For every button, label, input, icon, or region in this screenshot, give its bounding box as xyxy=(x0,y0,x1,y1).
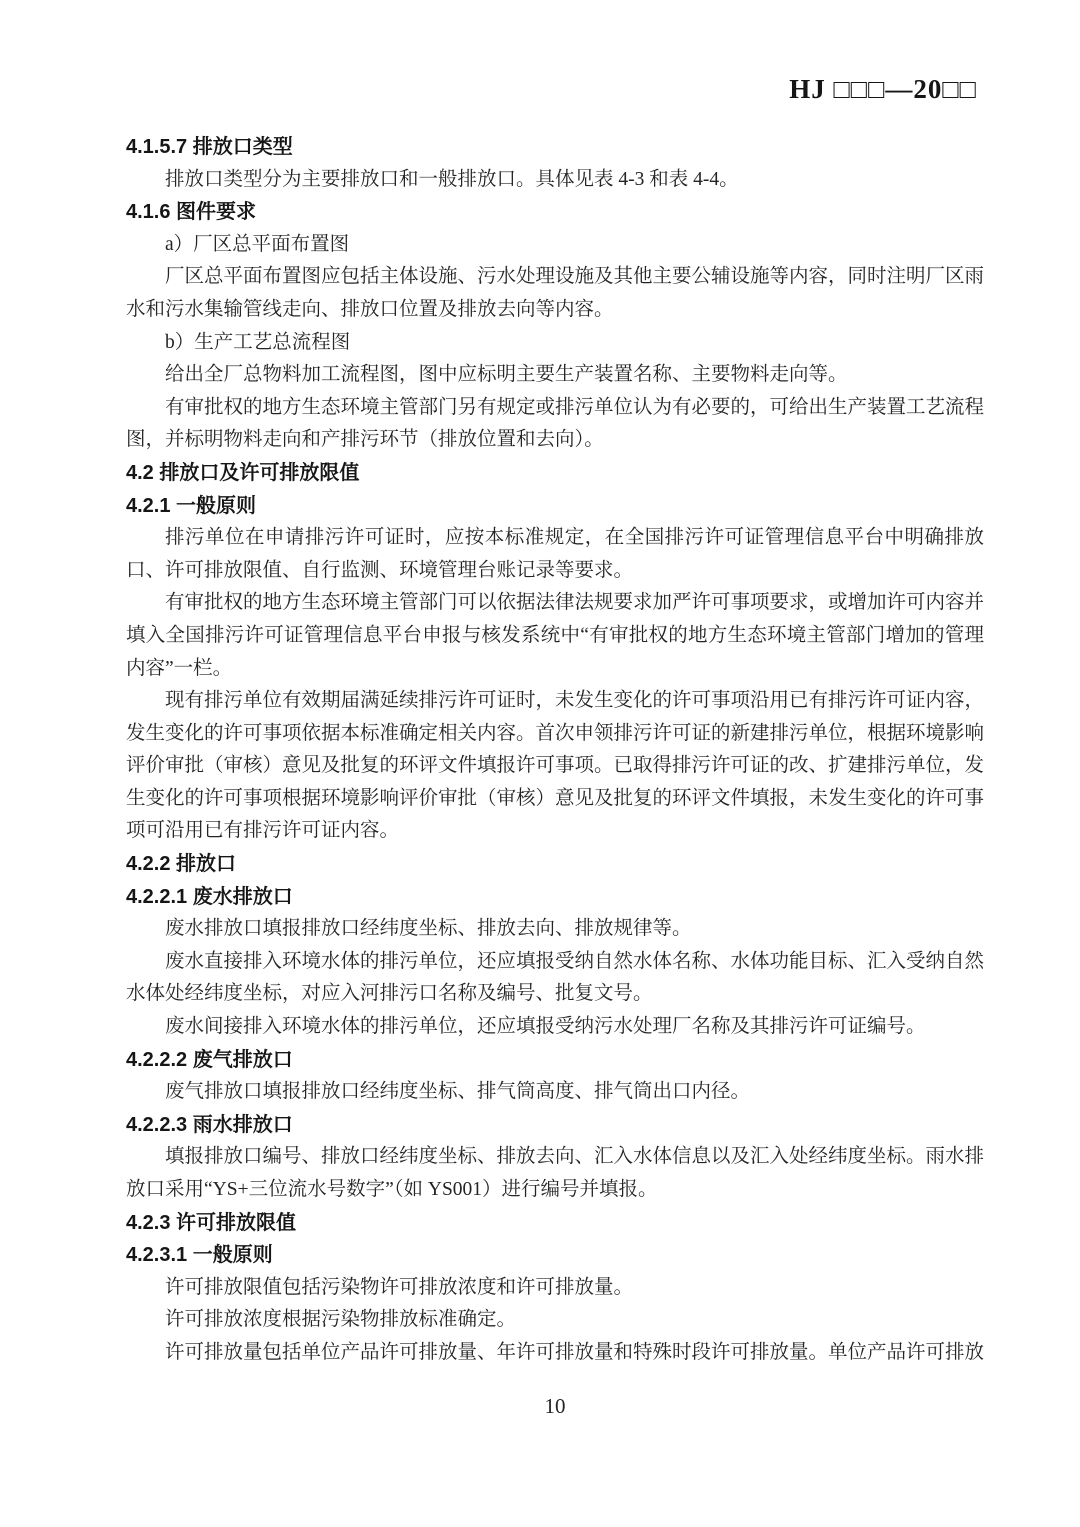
body-paragraph: 废水间接排入环境水体的排污单位，还应填报受纳污水处理厂名称及其排污许可证编号。 xyxy=(165,1016,926,1038)
body-paragraph: b）生产工艺总流程图 xyxy=(165,331,351,353)
section-heading: 4.2.2.2 废气排放口 xyxy=(126,1048,293,1071)
body-paragraph: 给出全厂总物料加工流程图，图中应标明主要生产装置名称、主要物料走向等。 xyxy=(165,364,848,386)
section-heading: 4.2.2.1 废水排放口 xyxy=(126,885,293,908)
body-paragraph: 废水直接排入环境水体的排污单位，还应填报受纳自然水体名称、水体功能目标、汇入受纳自然水体处经纬度坐标，对应入河排污口名称及编号、批复文号。 xyxy=(126,950,985,1005)
section-heading: 4.1.6 图件要求 xyxy=(126,201,257,224)
body-paragraph: 许可排放限值包括污染物许可排放浓度和许可排放量。 xyxy=(165,1276,634,1298)
section-heading: 4.2.2.3 雨水排放口 xyxy=(126,1113,293,1136)
body-paragraph: 排放口类型分为主要排放口和一般排放口。具体见表 4-3 和表 4-4。 xyxy=(165,168,739,190)
section-heading: 4.2 排放口及许可排放限值 xyxy=(126,461,360,484)
body-paragraph: 排污单位在申请排污许可证时，应按本标准规定，在全国排污许可证管理信息平台中明确排放口、许可排放限值、自行监测、环境管理台账记录等要求。 xyxy=(126,527,984,581)
body-paragraph: 许可排放量包括单位产品许可排放量、年许可排放量和特殊时段许可排放量。单位产品许可排放 xyxy=(165,1341,985,1363)
body-paragraph: 有审批权的地方生态环境主管部门另有规定或排污单位认为有必要的，可给出生产装置工艺流程图，并标明物料走向和产排污环节（排放位置和去向）。 xyxy=(126,396,985,451)
body-paragraph: 有审批权的地方生态环境主管部门可以依据法律法规要求加严许可事项要求，或增加许可内容并填入全国排污许可证管理信息平台申报与核发系统中“有审批权的地方生态环境主管部门增加的管理内容”一栏。 xyxy=(126,592,985,679)
section-heading: 4.2.2 排放口 xyxy=(126,853,237,876)
section-heading: 4.1.5.7 排放口类型 xyxy=(126,136,293,158)
body-paragraph: 许可排放浓度根据污染物排放标准确定。 xyxy=(165,1309,517,1331)
section-heading: 4.2.3 许可排放限值 xyxy=(126,1211,297,1234)
section-heading: 4.2.3.1 一般原则 xyxy=(126,1244,273,1267)
page-number: 10 xyxy=(544,1394,566,1418)
section-heading: 4.2.1 一般原则 xyxy=(126,494,257,517)
body-paragraph: a）厂区总平面布置图 xyxy=(165,233,350,255)
body-paragraph: 废气排放口填报排放口经纬度坐标、排气筒高度、排气筒出口内径。 xyxy=(165,1081,751,1103)
standard-code-header: HJ □□□—20□□ xyxy=(789,74,977,104)
body-paragraph: 填报排放口编号、排放口经纬度坐标、排放去向、汇入水体信息以及汇入处经纬度坐标。雨水排放口采用“YS+三位流水号数字”（如 YS001）进行编号并填报。 xyxy=(126,1146,985,1200)
body-paragraph: 现有排污单位有效期届满延续排污许可证时，未发生变化的许可事项沿用已有排污许可证内容，发生变化的许可事项依据本标准确定相关内容。首次申领排污许可证的新建排污单位，根据环境影响评价审批（审核）意见及批复的环评文件填报许可事项。已取得排污许可证的改、扩建排污单位，发生变化的许可事项根据环境影响评价审批（审核）意见及批复的环评文件填报，未发生变化的许可事项可沿用已有排污许可证内容。 xyxy=(126,690,985,842)
document-body xyxy=(126,131,984,1370)
body-paragraph: 厂区总平面布置图应包括主体设施、污水处理设施及其他主要公辅设施等内容，同时注明厂区雨水和污水集输管线走向、排放口位置及排放去向等内容。 xyxy=(126,266,985,320)
body-paragraph: 废水排放口填报排放口经纬度坐标、排放去向、排放规律等。 xyxy=(165,918,692,940)
